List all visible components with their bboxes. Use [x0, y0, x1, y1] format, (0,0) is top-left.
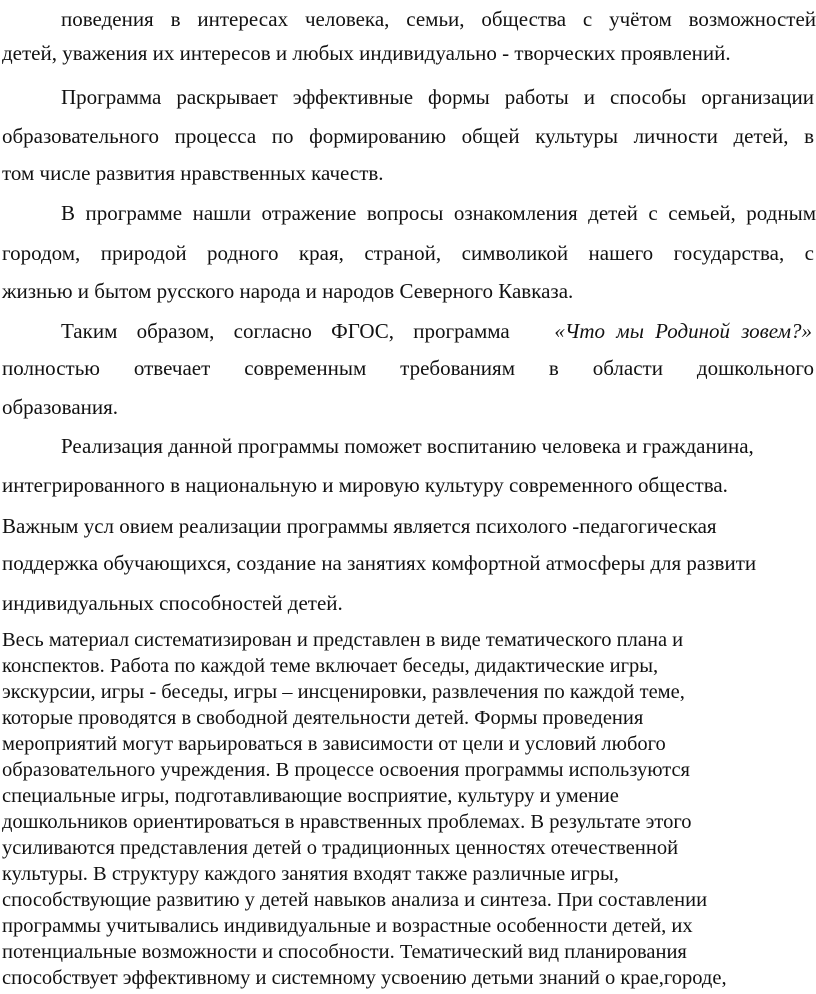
p3-line-2: городом, природой родного края, страной, символикой нашего государства, с: [2, 241, 814, 265]
p7-line-11: способствующие развитию у детей навыков анализа и синтеза. При составлении: [2, 889, 708, 911]
p6-line-2: поддержка обучающихся, создание на занятиях комфортной атмосферы для развити: [2, 551, 757, 575]
p1-line-1: поведения в интересах человека, семьи, общества с учётом возможностей: [61, 7, 816, 31]
p7-line-1: Весь материал систематизирован и представлен в виде тематического плана и: [2, 629, 684, 651]
p5-line-1: Реализация данной программы поможет воспитанию человека и гражданина,: [61, 434, 754, 458]
p7-line-4: которые проводятся в свободной деятельности детей. Формы проведения: [2, 707, 644, 729]
p7-line-2: конспектов. Работа по каждой теме включает беседы, дидактические игры,: [2, 655, 659, 677]
p7-line-3: экскурсии, игры - беседы, игры – инсценировки, развлечения по каждой теме,: [2, 681, 685, 703]
p7-line-8: дошкольников ориентироваться в нравственных проблемах. В результате этого: [2, 811, 692, 833]
p7-line-6: образовательного учреждения. В процессе освоения программы используются: [2, 759, 690, 781]
p2-line-1: Программа раскрывает эффективные формы работы и способы организации: [61, 85, 814, 109]
p2-line-3: том числе развития нравственных качеств.: [2, 161, 384, 185]
program-title: «Что мы Родиной зовем?»: [554, 319, 812, 343]
p7-line-5: мероприятий могут варьироваться в зависимости от цели и условий любого: [2, 733, 666, 755]
p4-line-2: полностью отвечает современным требованиям в области дошкольного: [2, 356, 814, 380]
p1-line-2: детей, уважения их интересов и любых индивидуально - творческих проявлений.: [2, 41, 731, 65]
p6-line-1: Важным усл овием реализации программы является психолого -педагогическая: [2, 514, 717, 538]
p7-line-10: культуры. В структуру каждого занятия входят также различные игры,: [2, 863, 619, 885]
p5-line-2: интегрированного в национальную и мировую культуру современного общества.: [2, 473, 728, 497]
p4-line-3: образования.: [2, 395, 119, 419]
p7-line-13: потенциальные возможности и способности. Тематический вид планирования: [2, 941, 687, 963]
p4-line-1: [61, 318, 812, 344]
p4-line-1-prefix: Таким образом, согласно ФГОС, программа: [61, 319, 510, 343]
p3-line-1: В программе нашли отражение вопросы ознакомления детей с семьей, родным: [61, 201, 816, 225]
p7-line-12: программы учитывались индивидуальные и возрастные особенности детей, их: [2, 915, 693, 937]
p2-line-2: образовательного процесса по формированию общей культуры личности детей, в: [2, 124, 814, 148]
p3-line-3: жизнью и бытом русского народа и народов Северного Кавказа.: [2, 279, 574, 303]
p7-line-14: способствует эффективному и системному усвоению детьми знаний о крае,городе,: [2, 967, 727, 989]
p7-line-7: специальные игры, подготавливающие восприятие, культуру и умение: [2, 785, 619, 807]
p7-line-9: усиливаются представления детей о традиционных ценностях отечественной: [2, 837, 679, 859]
p6-line-3: индивидуальных способностей детей.: [2, 591, 343, 615]
